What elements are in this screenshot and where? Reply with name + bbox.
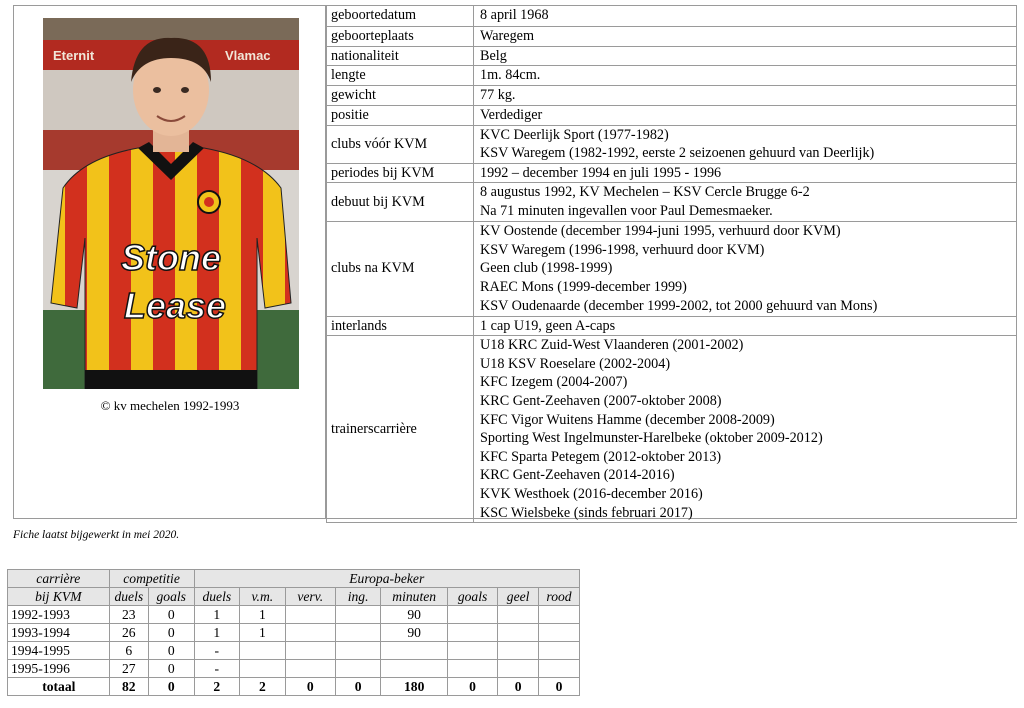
info-label: positie [327,106,474,126]
career-stats-table [7,569,580,696]
stats-cell: - [194,642,240,660]
info-value-line: KRC Gent-Zeehaven (2014-2016) [480,467,675,484]
info-label: clubs vóór KVM [327,125,474,163]
info-value-line: Belg [480,47,507,64]
stats-cell: 6 [109,642,148,660]
stats-cell: 0 [447,678,497,696]
info-label: lengte [327,66,474,86]
info-value [474,125,1018,163]
stats-cell: 180 [381,678,448,696]
info-row [327,66,1018,86]
photo-caption: © kv mechelen 1992-1993 [100,398,240,413]
stats-cell: 2 [194,678,240,696]
stand-sign-right: Vlamac [225,48,271,63]
info-label: nationaliteit [327,46,474,66]
info-row [327,86,1018,106]
info-label: geboorteplaats [327,26,474,46]
period-header-line-1: carrière [8,570,110,588]
stats-cell [335,624,381,642]
stats-cell [381,660,448,678]
stats-cell: 0 [148,660,194,678]
stats-total-row [8,678,580,696]
info-value-line: Na 71 minuten ingevallen voor Paul Demesmaeker. [480,203,773,220]
info-value-line: KSC Wielsbeke (sinds februari 2017) [480,504,693,521]
stats-subheader: v.m. [240,588,286,606]
info-value-line: KSV Oudenaarde (december 1999-2002, tot 2000 gehuurd van Mons) [480,297,878,314]
info-value-line: 1m. 84cm. [480,67,541,84]
info-value-line: KRC Gent-Zeehaven (2007-oktober 2008) [480,393,722,410]
stats-cell: 0 [148,678,194,696]
player-photo [43,18,299,389]
info-label: periodes bij KVM [327,163,474,183]
info-value [474,221,1018,316]
sponsor-line-1: Stone [120,237,222,278]
stats-cell: 0 [285,678,335,696]
stats-cell [335,642,381,660]
season-cell: 1994-1995 [8,642,110,660]
stats-subheader: duels [194,588,240,606]
stats-cell: 90 [381,606,448,624]
info-value-line: KFC Sparta Petegem (2012-oktober 2013) [480,448,722,465]
stats-cell: 27 [109,660,148,678]
stats-subheader: rood [539,588,580,606]
info-value [474,336,1018,523]
stats-cell: 90 [381,624,448,642]
stats-cell [539,642,580,660]
stats-cell [285,606,335,624]
stats-header-row-1 [8,570,580,588]
info-value-line: KFC Izegem (2004-2007) [480,374,628,391]
info-row [327,221,1018,316]
stats-cell [335,660,381,678]
season-cell: 1993-1994 [8,624,110,642]
info-value [474,26,1018,46]
sponsor-line-2: Lease [123,285,227,326]
info-value-line: KVC Deerlijk Sport (1977-1982) [480,126,669,143]
stats-cell: 82 [109,678,148,696]
info-row [327,183,1018,221]
info-value-line: KVK Westhoek (2016-december 2016) [480,486,703,503]
info-row [327,6,1018,26]
info-value-line: 1 cap U19, geen A-caps [480,317,616,334]
stats-row [8,624,580,642]
stats-cell: 1 [240,606,286,624]
info-value-line: U18 KRC Zuid-West Vlaanderen (2001-2002) [480,337,744,354]
player-profile [13,5,1017,519]
info-value-line: 77 kg. [480,87,516,104]
stats-cell [240,642,286,660]
stats-cell: 0 [498,678,539,696]
info-value-line: Waregem [480,27,534,44]
stats-cell [539,624,580,642]
stats-row [8,642,580,660]
info-value [474,86,1018,106]
info-row [327,125,1018,163]
info-value-line: KV Oostende (december 1994-juni 1995, verhuurd door KVM) [480,223,841,240]
stats-cell: 0 [539,678,580,696]
season-cell: 1995-1996 [8,660,110,678]
stats-cell: 23 [109,606,148,624]
stats-cell [539,606,580,624]
info-label: debuut bij KVM [327,183,474,221]
stats-cell [285,642,335,660]
stats-cell [447,606,497,624]
info-value [474,66,1018,86]
europe-header: Europa-beker [194,570,579,588]
stats-cell: 26 [109,624,148,642]
competition-header: competitie [109,570,194,588]
info-label: clubs na KVM [327,221,474,316]
stats-cell: 1 [240,624,286,642]
info-row [327,336,1018,523]
stats-body [8,606,580,696]
info-label: gewicht [327,86,474,106]
season-cell: totaal [8,678,110,696]
stats-cell [498,642,539,660]
stats-cell: 1 [194,624,240,642]
period-header-line-2: bij KVM [8,588,110,606]
info-value-line: RAEC Mons (1999-december 1999) [480,278,687,295]
stats-subheader: duels [109,588,148,606]
stats-cell: 2 [240,678,286,696]
stats-cell [285,624,335,642]
info-value [474,163,1018,183]
info-value-line: Sporting West Ingelmunster-Harelbeke (oktober 2009-2012) [480,430,823,447]
info-label: geboortedatum [327,6,474,26]
info-row [327,26,1018,46]
stats-cell [447,642,497,660]
stats-cell: - [194,660,240,678]
player-info-body [327,6,1018,523]
stats-cell [240,660,286,678]
stats-cell [539,660,580,678]
stats-row [8,660,580,678]
stats-subheader: goals [447,588,497,606]
info-value-line: 8 april 1968 [480,7,549,24]
stats-header-row-2 [8,588,580,606]
info-value [474,183,1018,221]
info-value-line: KFC Vigor Wuitens Hamme (december 2008-2009) [480,411,775,428]
stats-row [8,606,580,624]
info-value [474,6,1018,26]
info-row [327,163,1018,183]
info-row [327,46,1018,66]
stats-cell: 0 [148,606,194,624]
stats-subheader: goals [148,588,194,606]
stats-cell [498,660,539,678]
updated-note: Fiche laatst bijgewerkt in mei 2020. [13,529,180,541]
season-cell: 1992-1993 [8,606,110,624]
info-label: trainerscarrière [327,336,474,523]
stats-cell: 0 [148,642,194,660]
stats-cell [498,624,539,642]
info-row [327,316,1018,336]
stats-cell: 0 [148,624,194,642]
stats-cell [285,660,335,678]
stand-sign-left: Eternit [53,48,95,63]
stats-cell [335,606,381,624]
info-value-line: 1992 – december 1994 en juli 1995 - 1996 [480,164,722,181]
stats-subheader: ing. [335,588,381,606]
stats-cell: 1 [194,606,240,624]
player-photo-illustration [43,18,299,389]
photo-column [14,6,326,518]
stats-cell [498,606,539,624]
stats-cell: 0 [335,678,381,696]
info-value-line: 8 augustus 1992, KV Mechelen – KSV Cercle Brugge 6-2 [480,184,810,201]
info-value [474,106,1018,126]
stats-cell [447,624,497,642]
info-value-line: Geen club (1998-1999) [480,260,613,277]
info-label: interlands [327,316,474,336]
info-value-line: KSV Waregem (1996-1998, verhuurd door KVM) [480,241,765,258]
info-row [327,106,1018,126]
stats-subheader: verv. [285,588,335,606]
info-value-line: KSV Waregem (1982-1992, eerste 2 seizoenen gehuurd van Deerlijk) [480,145,875,162]
stats-cell [447,660,497,678]
info-value [474,46,1018,66]
player-info-table [326,6,1017,523]
info-value-line: Verdediger [480,107,543,124]
stats-subheader: minuten [381,588,448,606]
info-value [474,316,1018,336]
info-value-line: U18 KSV Roeselare (2002-2004) [480,355,671,372]
stats-cell [381,642,448,660]
stats-subheader: geel [498,588,539,606]
